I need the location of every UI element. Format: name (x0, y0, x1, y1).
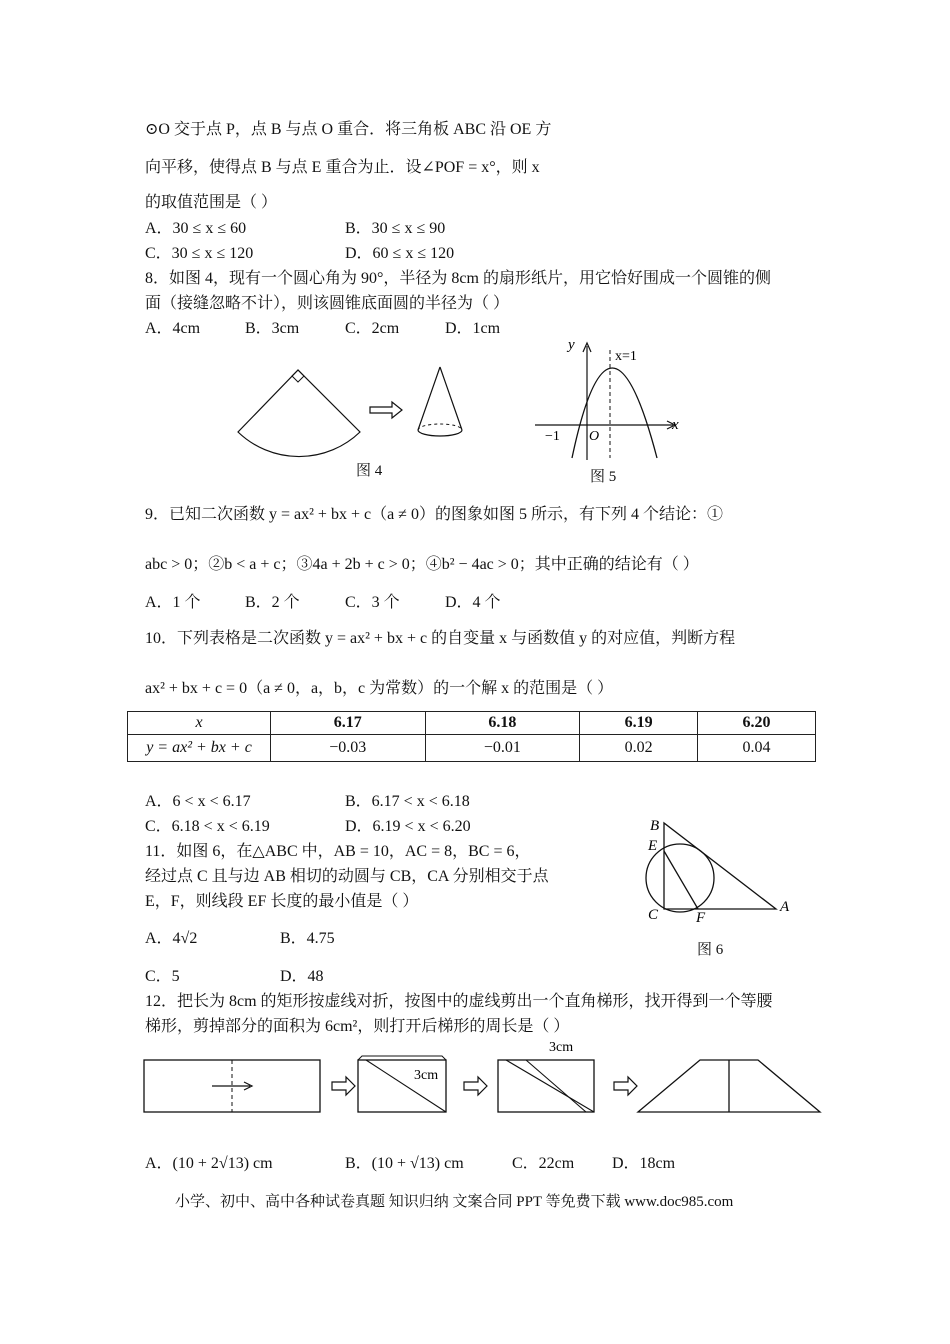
label-f: F (696, 910, 706, 926)
q10-option-b: B．6.17 < x < 6.18 (345, 793, 470, 810)
q11-option-b: B．4.75 (280, 930, 335, 947)
q10-line1: 10．下列表格是二次函数 y = ax² + bx + c 的自变量 x 与函数值 y 的对应值，判断方程 (145, 630, 736, 647)
q7-line1: ⊙O 交于点 P，点 B 与点 O 重合．将三角板 ABC 沿 OE 方 (145, 121, 552, 138)
q9-option-d: D．4 个 (445, 594, 501, 611)
q7-option-c: C．30 ≤ x ≤ 120 (145, 245, 254, 262)
figure-4-caption: 图 4 (356, 463, 383, 479)
figure-4 (230, 360, 480, 460)
q9-option-a: A．1 个 (145, 594, 201, 611)
q7-option-b: B．30 ≤ x ≤ 90 (345, 220, 446, 237)
label-a: A (780, 899, 790, 915)
table-row (128, 712, 816, 735)
arrow-icon (614, 1077, 637, 1095)
q8-option-b: B．3cm (245, 320, 300, 337)
table-cell: 6.18 (425, 712, 580, 735)
table-cell: 6.20 (698, 712, 816, 735)
arrow-icon (370, 402, 402, 418)
sector-shape (238, 370, 360, 457)
figure-6 (640, 815, 800, 925)
table-cell: y = ax² + bx + c (128, 735, 271, 762)
table-cell: 0.04 (698, 735, 816, 762)
y-label: y (568, 337, 575, 353)
table-cell: 0.02 (580, 735, 698, 762)
q11-option-d: D．48 (280, 968, 324, 985)
q10-line2: ax² + bx + c = 0（a ≠ 0，a，b，c 为常数）的一个解 x 的范围是（ ） (145, 680, 614, 697)
q9-option-c: C．3 个 (345, 594, 400, 611)
q11-option-a: A．4√2 (145, 930, 198, 947)
q10-option-c: C．6.18 < x < 6.19 (145, 818, 270, 835)
cut-rect (498, 1060, 594, 1112)
q11-line1: 11．如图 6，在△ABC 中，AB = 10，AC = 8，BC = 6， (145, 843, 531, 860)
q8-line2: 面（接缝忽略不计），则该圆锥底面圆的半径为（ ） (145, 295, 510, 312)
triangle-abc (664, 823, 776, 909)
q8-option-d: D．1cm (445, 320, 501, 337)
label-3cm-b: 3cm (549, 1040, 574, 1055)
table-cell: −0.03 (271, 735, 426, 762)
parabola-curve (572, 368, 657, 458)
figure-5-caption: 图 5 (590, 469, 617, 485)
label-3cm-a: 3cm (414, 1068, 439, 1083)
page-footer: 小学、初中、高中各种试卷真题 知识归纳 文案合同 PPT 等免费下载 www.doc985.com (175, 1194, 734, 1210)
q7-line2: 向平移，使得点 B 与点 E 重合为止．设∠POF = x°，则 x (145, 159, 540, 176)
q7-line3: 的取值范围是（ ） (145, 194, 278, 211)
q7-option-d: D．60 ≤ x ≤ 120 (345, 245, 455, 262)
q8-option-c: C．2cm (345, 320, 400, 337)
q9-line2: abc > 0；②b < a + c；③4a + 2b + c > 0；④b² − 4ac > 0；其中正确的结论有（ ） (145, 556, 699, 573)
q10-option-d: D．6.19 < x < 6.20 (345, 818, 471, 835)
q9-line1: 9．已知二次函数 y = ax² + bx + c（a ≠ 0）的图象如图 5 所示，有下列 4 个结论：① (145, 506, 723, 523)
value-table (127, 711, 816, 762)
q8-line1: 8．如图 4，现有一个圆心角为 90°，半径为 8cm 的扇形纸片，用它恰好围成一个圆锥的侧 (145, 270, 771, 287)
axis-line-label: x=1 (615, 349, 637, 364)
segment-ef (664, 851, 698, 909)
q11-line2: 经过点 C 且与边 AB 相切的动圆与 CB，CA 分别相交于点 (145, 868, 549, 885)
q7-option-a: A．30 ≤ x ≤ 60 (145, 220, 247, 237)
arrow-icon (332, 1077, 355, 1095)
x-label: x (672, 417, 679, 433)
neg-one-label: −1 (545, 429, 560, 444)
q9-option-b: B．2 个 (245, 594, 300, 611)
figure-6-caption: 图 6 (697, 942, 724, 958)
table-cell: 6.19 (580, 712, 698, 735)
q12-line1: 12．把长为 8cm 的矩形按虚线对折，按图中的虚线剪出一个直角梯形，找开得到一个等腰 (145, 993, 773, 1010)
q11-option-c: C．5 (145, 968, 180, 985)
label-b: B (650, 818, 660, 834)
q12-option-a: A．(10 + 2√13) cm (145, 1155, 273, 1172)
figure-folding (140, 1035, 830, 1120)
right-angle-mark (292, 370, 304, 382)
q12-option-d: D．18cm (612, 1155, 676, 1172)
arrow-icon (464, 1077, 487, 1095)
q10-option-a: A．6 < x < 6.17 (145, 793, 251, 810)
table-cell: 6.17 (271, 712, 426, 735)
q11-line3: E，F，则线段 EF 长度的最小值是（ ） (145, 893, 419, 910)
q12-option-c: C．22cm (512, 1155, 575, 1172)
origin-label: O (589, 429, 600, 444)
table-row (128, 735, 816, 762)
label-c: C (648, 907, 659, 923)
q8-option-a: A．4cm (145, 320, 201, 337)
cone-sides (418, 367, 462, 430)
q12-option-b: B．(10 + √13) cm (345, 1155, 464, 1172)
q12-line2: 梯形，剪掉部分的面积为 6cm²，则打开后梯形的周长是（ ） (145, 1018, 570, 1035)
table-cell: −0.01 (425, 735, 580, 762)
figure-5 (535, 338, 685, 463)
table-cell: x (128, 712, 271, 735)
label-e: E (648, 838, 658, 854)
